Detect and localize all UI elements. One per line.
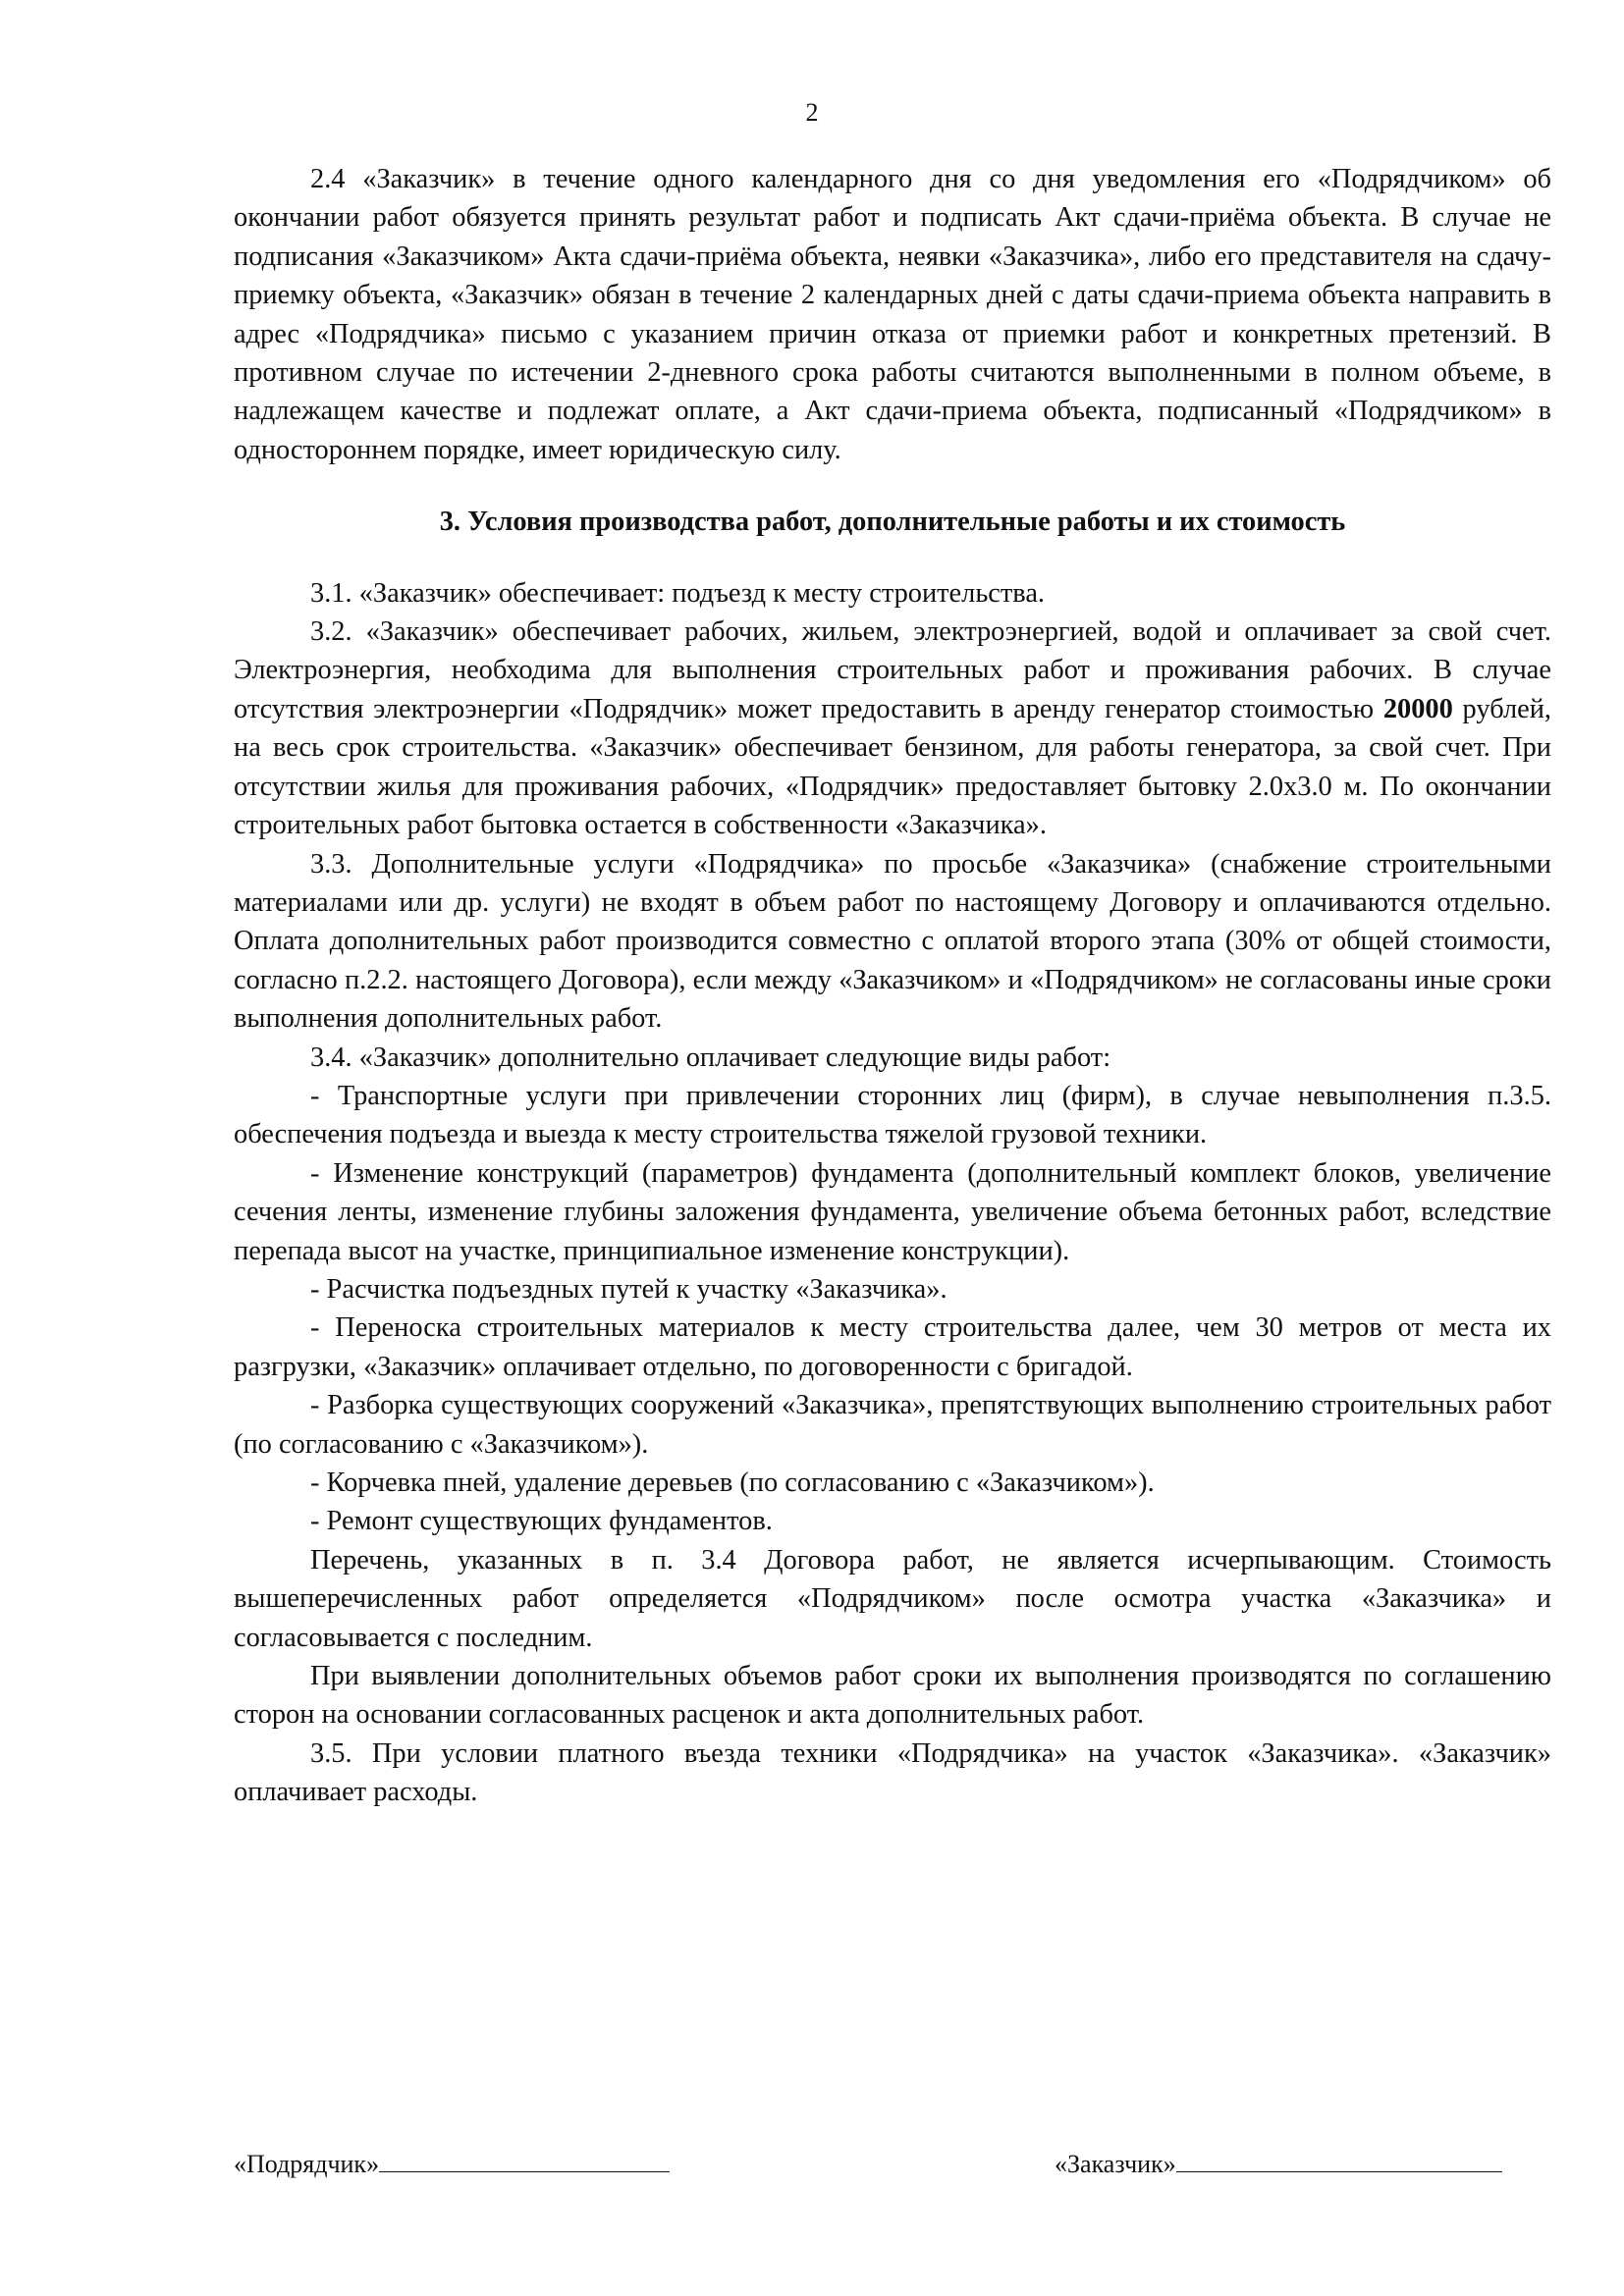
paragraph-additional-works: При выявлении дополнительных объемов работ сроки их выполнения производятся по соглашению сторон на основании согласованных расценок и акта дополнительных работ. (234, 1661, 1551, 1731)
paragraph-3-2-part-a: 3.2. «Заказчик» обеспечивает рабочих, жильем, электроэнергией, водой и оплачивает за свой счет. Электроэнергия, необходима для выполнения строительных работ и проживания рабочих. В случае отсутствия электроэнергии «Подрядчик» может предоставить в аренду генератор стоимостью (234, 616, 1551, 724)
paragraph-3-5: 3.5. При условии платного въезда техники «Подрядчика» на участок «Заказчика». «Заказчик» оплачивает расходы. (234, 1737, 1551, 1808)
list-item: - Транспортные услуги при привлечении сторонних лиц (фирм), в случае невыполнения п.3.5. обеспечения подъезда и выезда к месту строительства тяжелой грузовой техники. (234, 1080, 1551, 1150)
list-item: - Переноска строительных материалов к месту строительства далее, чем 30 метров от места их разгрузки, «Заказчик» оплачивает отдельно, по договоренности с бригадой. (234, 1312, 1551, 1382)
paragraph-3-1: 3.1. «Заказчик» обеспечивает: подъезд к месту строительства. (310, 577, 1046, 609)
paragraph-3-3: 3.3. Дополнительные услуги «Подрядчика» по просьбе «Заказчика» (снабжение строительными материалами или др. услуги) не входят в объем работ по настоящему Договору и оплачиваются отдельно. Оплата дополнительных работ производится совместно с оплатой второго этапа (30% от общей стоимости, согласно п.2.2. настоящего Договора), если между «Заказчиком» и «Подрядчиком» не согласованы иные сроки выполнения дополнительных работ. (234, 848, 1551, 1035)
signature-block (234, 2150, 1551, 2189)
paragraph-2-4: 2.4 «Заказчик» в течение одного календарного дня со дня уведомления его «Подрядчиком» об окончании работ обязуется принять результат работ и подписать Акт сдачи-приёма объекта. В случае не подписания «Заказчиком» Акта сдачи-приёма объекта, неявки «Заказчика», либо его представителя на сдачу-приемку объекта, «Заказчик» обязан в течение 2 календарных дней с даты сдачи-приема объекта направить в адрес «Подрядчика» письмо с указанием причин отказа от приемки работ и конкретных претензий. В противном случае по истечении 2-дневного срока работы считаются выполненными в полном объеме, в надлежащем качестве и подлежат оплате, а Акт сдачи-приема объекта, подписанный «Подрядчиком» в одностороннем порядке, имеет юридическую силу. (234, 164, 1551, 465)
paragraph-3-2 (234, 613, 1551, 844)
list-item: - Расчистка подъездных путей к участку «Заказчика». (310, 1273, 947, 1305)
list-item: - Ремонт существующих фундаментов. (310, 1506, 773, 1537)
contract-body (234, 160, 1551, 1812)
customer-label: «Заказчик» (1055, 2150, 1176, 2178)
contractor-signature-line (379, 2150, 670, 2172)
customer-signature (1055, 2150, 1502, 2179)
contractor-label: «Подрядчик» (234, 2150, 380, 2178)
list-item: - Изменение конструкций (параметров) фундамента (дополнительный комплект блоков, увеличение сечения ленты, изменение глубины заложения фундамента, увеличение объема бетонных работ, вследствие перепада высот на участке, принципиальное изменение конструкции). (234, 1157, 1551, 1266)
paragraph-3-4: 3.4. «Заказчик» дополнительно оплачивает следующие виды работ: (310, 1041, 1111, 1073)
paragraph-list-note: Перечень, указанных в п. 3.4 Договора работ, не является исчерпывающим. Стоимость вышеперечисленных работ определяется «Подрядчиком» после осмотра участка «Заказчика» и согласовывается с последним. (234, 1544, 1551, 1653)
list-item: - Разборка существующих сооружений «Заказчика», препятствующих выполнению строительных работ (по согласованию с «Заказчиком»). (234, 1390, 1551, 1460)
list-item: - Корчевка пней, удаление деревьев (по согласованию с «Заказчиком»). (310, 1468, 1155, 1498)
generator-cost: 20000 (1382, 693, 1453, 724)
customer-signature-line (1176, 2150, 1502, 2172)
contractor-signature (234, 2150, 670, 2179)
paragraph-3-2-part-b: рублей, на весь срок строительства. «Заказчик» обеспечивает бензином, для работы генератора, за свой счет. При отсутствии жилья для проживания рабочих, «Подрядчик» предоставляет бытовку 2.0х3.0 м. По окончании строительных работ бытовка остается в собственности «Заказчика». (234, 693, 1552, 841)
section-3-heading (234, 503, 1551, 541)
section-3-heading-text: 3. Условия производства работ, дополнительные работы и их стоимость (439, 507, 1346, 538)
page-number: 2 (805, 98, 819, 127)
